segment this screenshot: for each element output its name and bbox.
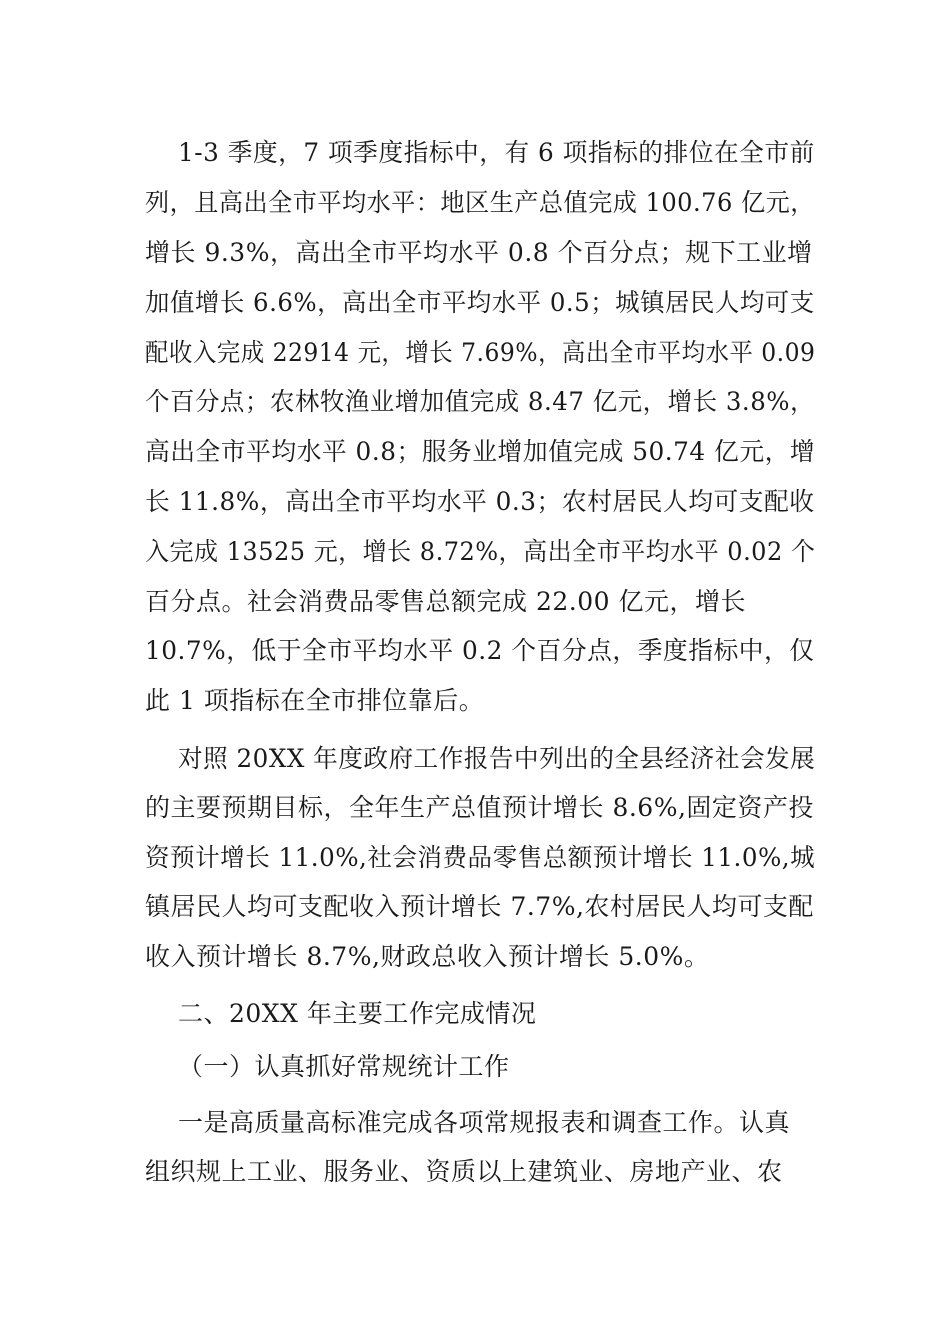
text-line: 资预计增长 11.0%,社会消费品零售总额预计增长 11.0%,城 — [145, 843, 816, 872]
text-line: 加值增长 6.6%，高出全市平均水平 0.5；城镇居民人均可支 — [145, 288, 815, 317]
text-line: 此 1 项指标在全市排位靠后。 — [145, 686, 485, 715]
section-heading: 二、20XX 年主要工作完成情况 — [178, 999, 537, 1028]
text-line: 百分点。社会消费品零售总额完成 22.00 亿元，增长 — [145, 587, 746, 616]
text-line: 增长 9.3%，高出全市平均水平 0.8 个百分点；规下工业增 — [145, 238, 813, 267]
text-line: 入完成 13525 元，增长 8.72%，高出全市平均水平 0.02 个 — [145, 537, 816, 566]
text-line: 镇居民人均可支配收入预计增长 7.7%,农村居民人均可支配 — [145, 892, 814, 921]
text-line: 配收入完成 22914 元，增长 7.69%，高出全市平均水平 0.09 — [145, 338, 816, 367]
text-line: 一是高质量高标准完成各项常规报表和调查工作。认真 — [178, 1108, 791, 1137]
text-line: 对照 20XX 年度政府工作报告中列出的全县经济社会发展 — [178, 744, 816, 773]
text-line: 长 11.8%，高出全市平均水平 0.3；农村居民人均可支配收 — [145, 487, 815, 516]
text-line: 10.7%，低于全市平均水平 0.2 个百分点，季度指标中，仅 — [145, 636, 815, 665]
text-line: 收入预计增长 8.7%,财政总收入预计增长 5.0%。 — [145, 942, 710, 971]
text-line: 高出全市平均水平 0.8；服务业增加值完成 50.74 亿元，增 — [145, 437, 816, 466]
text-line: 组织规上工业、服务业、资质以上建筑业、房地产业、农 — [145, 1157, 783, 1186]
text-line: 个百分点；农林牧渔业增加值完成 8.47 亿元，增长 3.8%， — [145, 387, 816, 416]
text-line: 1-3 季度，7 项季度指标中，有 6 项指标的排位在全市前 — [178, 138, 815, 167]
text-line: 的主要预期目标，全年生产总值预计增长 8.6%,固定资产投 — [145, 793, 814, 822]
text-line: 列，且高出全市平均水平：地区生产总值完成 100.76 亿元， — [145, 188, 815, 217]
subsection-heading: （一）认真抓好常规统计工作 — [178, 1052, 510, 1081]
